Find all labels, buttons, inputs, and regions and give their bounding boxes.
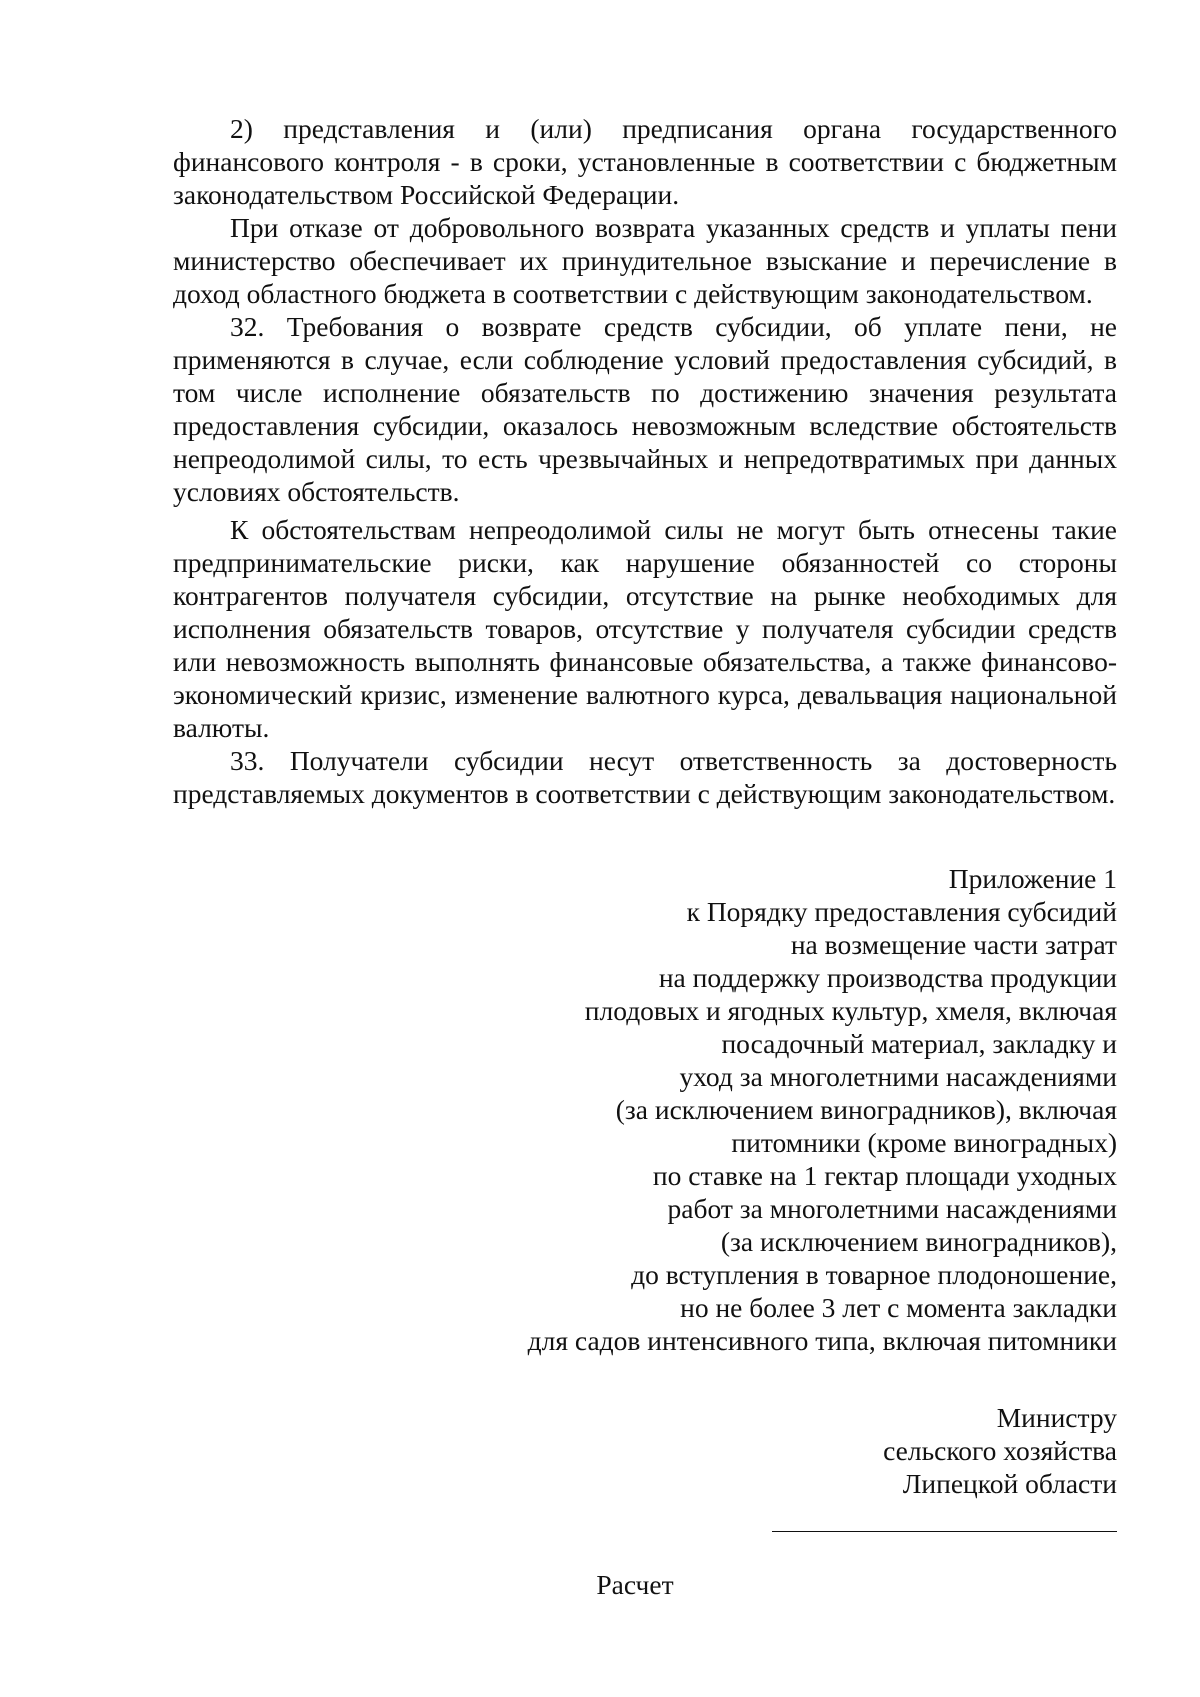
appendix-line: но не более 3 лет с момента закладки	[680, 1292, 1117, 1323]
appendix-line: на поддержку производства продукции	[658, 962, 1117, 993]
document-page	[173, 112, 1117, 1601]
appendix-header	[173, 862, 1117, 1357]
appendix-line: к Порядку предоставления субсидий	[686, 896, 1117, 927]
appendix-line: (за исключением виноградников),	[720, 1226, 1117, 1257]
paragraph-33: 33. Получатели субсидии несут ответственность за достоверность представляемых документов в соответствии с действующим законодательством.	[173, 745, 1117, 809]
appendix-line: питомники (кроме виноградных)	[731, 1127, 1117, 1158]
paragraph-refusal: При отказе от добровольного возврата указанных средств и уплаты пени министерство обеспечивает их принудительное взыскание и перечисление в доход областного бюджета в соответствии с действующим законодательством.	[173, 212, 1117, 309]
appendix-line: на возмещение части затрат	[790, 929, 1117, 960]
appendix-line: (за исключением виноградников), включая	[615, 1094, 1117, 1125]
signature-blank-line	[772, 1531, 1117, 1532]
appendix-line: плодовых и ягодных культур, хмеля, включая	[584, 995, 1117, 1026]
appendix-line: по ставке на 1 гектар площади уходных	[652, 1160, 1117, 1191]
appendix-line: Приложение 1	[948, 863, 1117, 894]
paragraph-force-majeure: К обстоятельствам непреодолимой силы не могут быть отнесены такие предпринимательские риски, как нарушение обязанностей со стороны контрагентов получателя субсидии, отсутствие на рынке необходимых для исполнения обязательств товаров, отсутствие у получателя субсидии средств или невозможность выполнять финансовые обязательства, а также финансово-экономический кризис, изменение валютного курса, девальвация национальной валюты.	[173, 514, 1117, 743]
paragraph-32: 32. Требования о возврате средств субсидии, об уплате пени, не применяются в случае, если соблюдение условий предоставления субсидий, в том числе исполнение обязательств по достижению значения результата предоставления субсидии, оказалось невозможным вследствие обстоятельств непреодолимой силы, то есть чрезвычайных и непредотвратимых при данных условиях обстоятельств.	[173, 311, 1117, 507]
document-title: Расчет	[596, 1569, 674, 1600]
appendix-line: посадочный материал, закладку и	[721, 1028, 1117, 1059]
appendix-line: для садов интенсивного типа, включая питомники	[527, 1325, 1117, 1356]
appendix-line: до вступления в товарное плодоношение,	[631, 1259, 1117, 1290]
addressee-line: Липецкой области	[902, 1468, 1117, 1499]
addressee-block	[173, 1401, 1117, 1500]
appendix-line: работ за многолетними насаждениями	[667, 1193, 1117, 1224]
paragraph-item-2: 2) представления и (или) предписания органа государственного финансового контроля - в сроки, установленные в соответствии с бюджетным законодательством Российской Федерации.	[173, 113, 1117, 210]
addressee-line: Министру	[996, 1402, 1117, 1433]
appendix-line: уход за многолетними насаждениями	[679, 1061, 1117, 1092]
addressee-line: сельского хозяйства	[883, 1435, 1117, 1466]
